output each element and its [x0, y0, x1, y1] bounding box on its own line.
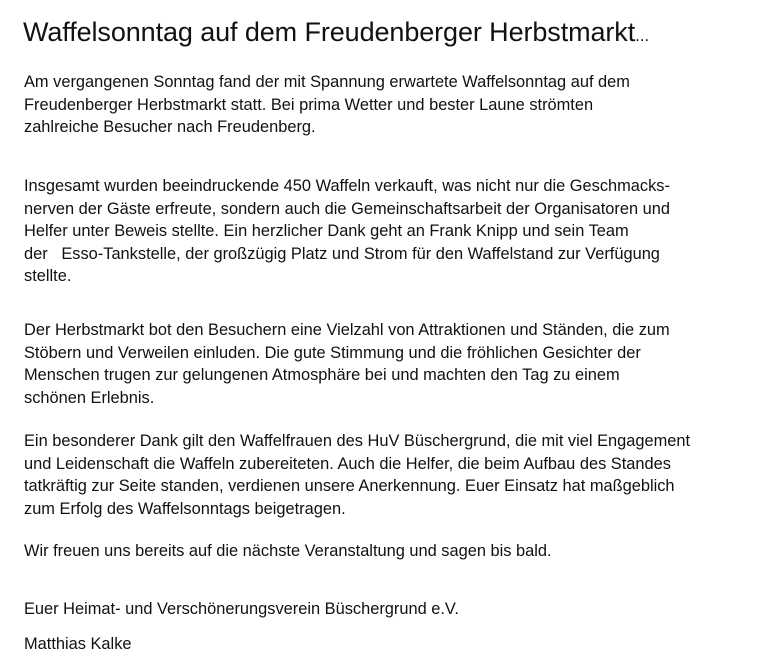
text-line: der Esso-Tankstelle, der großzügig Platz und Strom für den Waffelstand zur Verfügung [24, 244, 660, 263]
text-line: schönen Erlebnis. [24, 388, 155, 407]
text-line: Ein besonderer Dank gilt den Waffelfrauen des HuV Büschergrund, die mit viel Engagement [24, 432, 691, 450]
text-line: Wir freuen uns bereits auf die nächste Veranstaltung und sagen bis bald. [24, 542, 552, 560]
text-line: zum Erfolg des Waffelsonntags beigetragen. [24, 499, 346, 518]
text-line: Insgesamt wurden beeindruckende 450 Waffeln verkauft, was nicht nur die Geschmacks- [24, 177, 670, 195]
text-line: und Leidenschaft die Waffeln zubereiteten. Auch die Helfer, die beim Aufbau des Standes [24, 454, 671, 473]
text-line: Menschen trugen zur gelungenen Atmosphäre bei und machten den Tag zu einem [24, 366, 620, 384]
text-line: nerven der Gäste erfreute, sondern auch die Gemeinschaftsarbeit der Organisatoren und [24, 199, 670, 218]
signature-author [24, 633, 774, 656]
text-line: stellte. [24, 267, 72, 285]
paragraph-intro [24, 71, 774, 139]
text-line: Stöbern und Verweilen einluden. Die gute Stimmung und die fröhlichen Gesichter der [24, 343, 641, 362]
paragraph-sales [24, 175, 774, 288]
text-line: Helfer unter Beweis stellte. Ein herzlicher Dank geht an Frank Knipp und sein Team [24, 222, 629, 240]
article-title-text: Waffelsonntag auf dem Freudenberger Herbstmarkt [23, 17, 636, 47]
text-line: Am vergangenen Sonntag fand der mit Spannung erwartete Waffelsonntag auf dem [24, 73, 630, 91]
article-title [23, 14, 649, 54]
text-line: Freudenberger Herbstmarkt statt. Bei prima Wetter und bester Laune strömten [24, 95, 594, 114]
text-line: Der Herbstmarkt bot den Besuchern eine Vielzahl von Attraktionen und Ständen, die zum [24, 321, 670, 339]
text-line: zahlreiche Besucher nach Freudenberg. [24, 118, 316, 136]
text-line: Euer Heimat- und Verschönerungsverein Büschergrund e.V. [24, 600, 459, 618]
article-title-ellipsis: ... [635, 26, 649, 45]
text-line: tatkräftig zur Seite standen, verdienen unsere Anerkennung. Euer Einsatz hat maßgeblich [24, 477, 675, 495]
paragraph-thanks [24, 430, 774, 520]
text-line: Matthias Kalke [24, 635, 132, 653]
signature-organization [24, 598, 774, 621]
paragraph-market [24, 319, 774, 409]
paragraph-closing [24, 540, 774, 563]
